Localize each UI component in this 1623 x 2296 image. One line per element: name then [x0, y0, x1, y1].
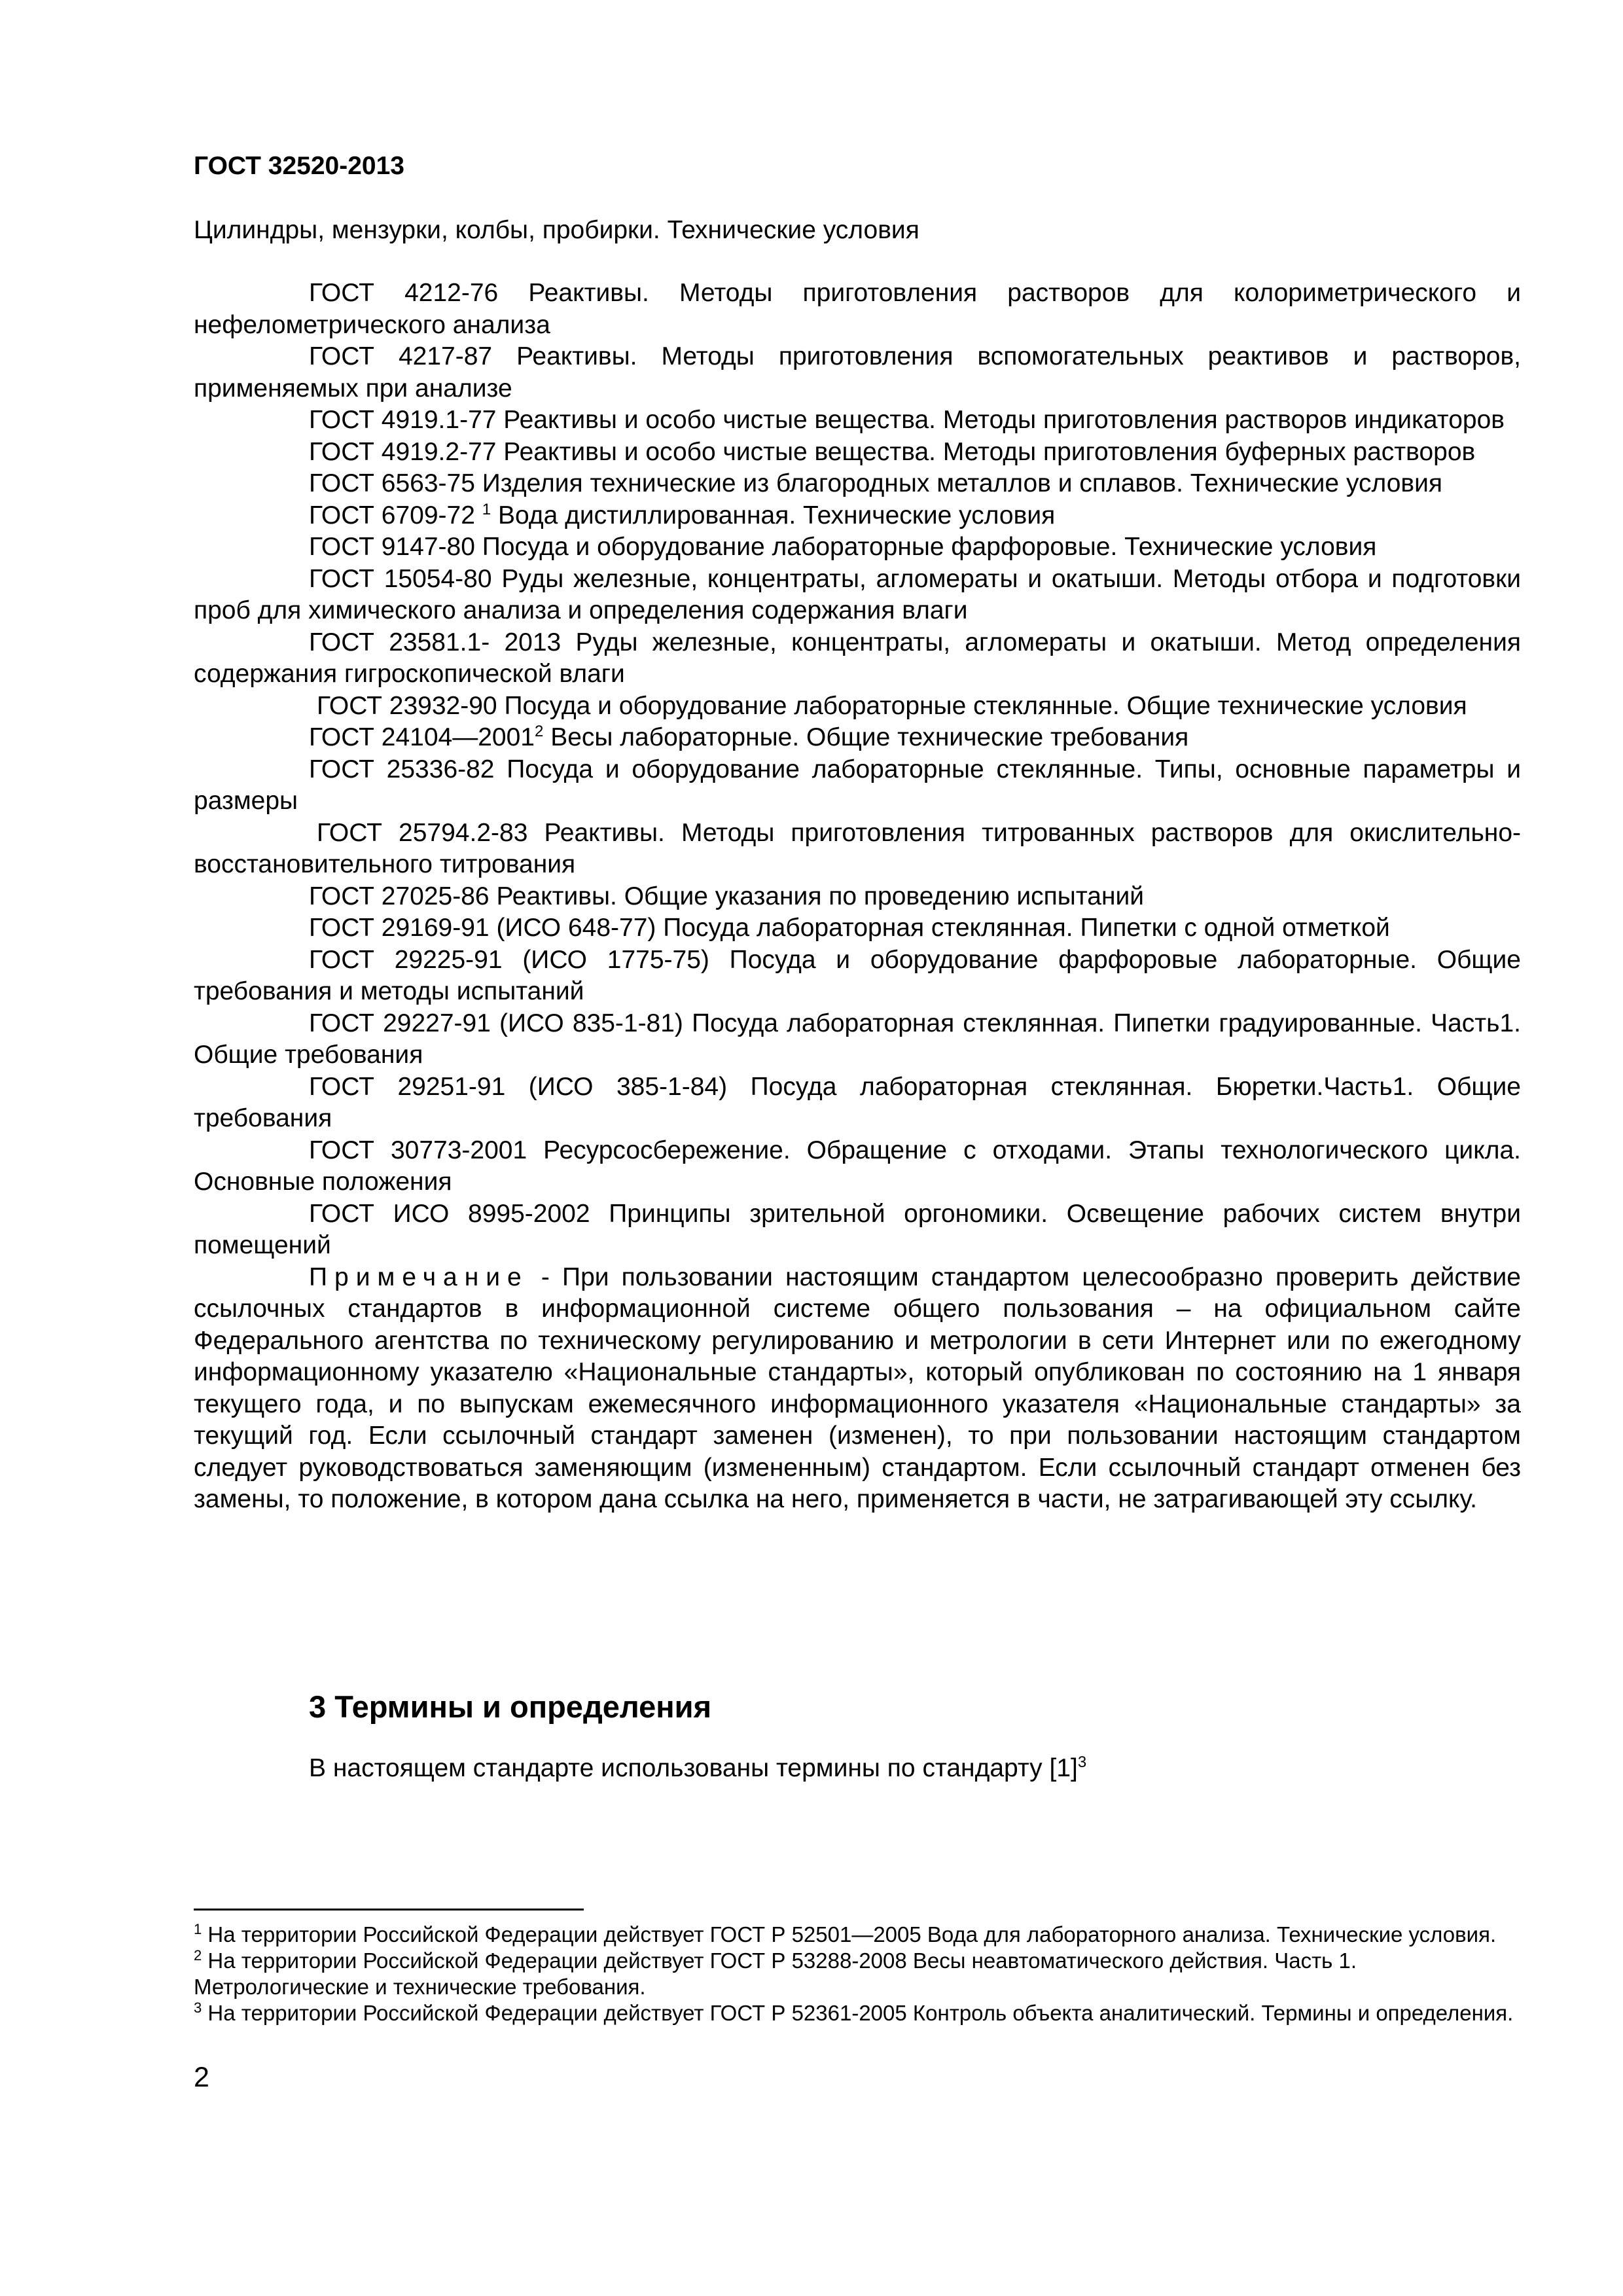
footnote-number: 2	[194, 1947, 202, 1964]
reference-item	[194, 278, 1521, 341]
reference-item	[194, 1198, 1521, 1262]
reference-item	[194, 1008, 1521, 1071]
reference-text: Реактивы. Методы приготовления вспомогательных реактивов и растворов, применяемых при анализе	[194, 342, 1521, 403]
section-body: В настоящем стандарте использованы термины по стандарту [1]	[309, 1754, 1078, 1782]
reference-text: Реактивы. Общие указания по проведению испытаний	[496, 882, 1145, 910]
section-text	[309, 1754, 1086, 1783]
reference-item	[194, 944, 1521, 1008]
reference-text: Реактивы и особо чистые вещества. Методы приготовления буферных растворов	[503, 437, 1476, 466]
reference-text: Реактивы. Методы приготовления растворов для колориметрического и нефелометрического анализа	[194, 279, 1522, 339]
reference-code: ГОСТ 24104—2001	[309, 723, 535, 751]
reference-text: Вода дистиллированная. Технические условия	[497, 501, 1056, 529]
footnote-marker: 3	[1077, 1753, 1087, 1771]
reference-item	[194, 1071, 1521, 1135]
note-text: - При пользовании настоящим стандартом целесообразно проверить действие ссылочных стандартов в информационной системе общего пользования – на официальном сайте Федерального агентства по техническому регулированию и метрологии в сети Интернет или по ежегодному информационному указателю «Национальные стандарты», который опубликован по состоянию на 1 января текущего года, и по выпускам ежемесячного информационного указателя «Национальные стандарты» за текущий год. Если ссылочный стандарт заменен (изменен), то при пользовании настоящим стандартом следует руководствоваться заменяющим (измененным) стандартом. Если ссылочный стандарт отменен без замены, то положение, в котором дана ссылка на него, применяется в части, не затрагивающей эту ссылку.	[194, 1263, 1521, 1513]
footnote-text: На территории Российской Федерации действует ГОСТ Р 53288-2008 Весы неавтоматического действия. Часть 1. Метрологические и технические требования.	[194, 1948, 1357, 1999]
reference-text: Весы лабораторные. Общие технические требования	[550, 723, 1189, 751]
reference-item	[194, 691, 1521, 723]
reference-item	[194, 754, 1521, 817]
reference-text: Посуда и оборудование лабораторные стеклянные. Общие технические условия	[504, 691, 1467, 720]
reference-code: ГОСТ ИСО 8995-2002	[309, 1199, 590, 1228]
reference-code: ГОСТ 23581.1- 2013	[309, 628, 562, 656]
reference-code: ГОСТ 4217-87	[309, 342, 493, 370]
footnote-marker: 1	[482, 500, 491, 518]
document-title: Цилиндры, мензурки, колбы, пробирки. Технические условия	[194, 216, 919, 244]
footnote-item	[194, 1922, 1521, 1948]
reference-item	[194, 627, 1521, 691]
reference-text: Реактивы и особо чистые вещества. Методы приготовления растворов индикаторов	[503, 406, 1505, 434]
footnote-divider	[194, 1909, 584, 1910]
reference-code: ГОСТ 4919.1-77	[309, 406, 497, 434]
reference-code: ГОСТ 29251-91 (ИСО 385-1-84)	[309, 1072, 728, 1101]
reference-text: Принципы зрительной оргономики. Освещение рабочих систем внутри помещений	[194, 1199, 1521, 1259]
reference-item	[194, 881, 1521, 913]
page-number: 2	[194, 2062, 209, 2093]
reference-item	[194, 817, 1521, 881]
reference-code: ГОСТ 29169-91 (ИСО 648-77)	[309, 914, 656, 942]
footnote-number: 1	[194, 1921, 202, 1937]
reference-code: ГОСТ 6563-75	[309, 469, 475, 497]
reference-code: ГОСТ 4919.2-77	[309, 437, 497, 466]
reference-code: ГОСТ 29227-91 (ИСО 835-1-81)	[309, 1009, 683, 1037]
reference-code: ГОСТ 9147-80	[309, 533, 475, 561]
reference-code: ГОСТ 25794.2-83	[317, 818, 528, 847]
footnotes	[194, 1922, 1521, 2026]
footnote-item	[194, 2000, 1521, 2026]
reference-text: Посуда и оборудование лабораторные фарфоровые. Технические условия	[482, 533, 1377, 561]
reference-code: ГОСТ 27025-86	[309, 882, 490, 910]
footnote-text: На территории Российской Федерации действует ГОСТ Р 52501—2005 Вода для лабораторного анализа. Технические условия.	[207, 1922, 1497, 1946]
reference-item	[194, 1135, 1521, 1198]
reference-text: Руды железные, концентраты, агломераты и окатыши. Методы отбора и подготовки проб для химического анализа и определения содержания влаги	[194, 564, 1522, 624]
document-id: ГОСТ 32520-2013	[194, 152, 404, 180]
reference-item	[194, 722, 1521, 754]
reference-text: Посуда и оборудование лабораторные стеклянные. Типы, основные параметры и размеры	[194, 755, 1521, 815]
reference-code: ГОСТ 25336-82	[309, 755, 495, 783]
reference-item	[194, 564, 1521, 627]
reference-item	[194, 500, 1521, 532]
reference-text: Реактивы. Методы приготовления титрованных растворов для окислительно-восстановительного титрования	[194, 818, 1521, 878]
reference-text: Посуда лабораторная стеклянная. Бюретки.Часть1. Общие требования	[194, 1072, 1521, 1132]
reference-item	[194, 531, 1521, 564]
footnote-item	[194, 1948, 1521, 2000]
reference-code: ГОСТ 6709-72	[309, 501, 475, 529]
normative-references	[194, 278, 1521, 1516]
references-note	[194, 1262, 1521, 1516]
reference-code: ГОСТ 30773-2001	[309, 1136, 527, 1164]
reference-item	[194, 437, 1521, 469]
reference-code: ГОСТ 4212-76	[309, 279, 499, 307]
reference-item	[194, 341, 1521, 404]
reference-code: ГОСТ 15054-80	[309, 564, 492, 593]
footnote-number: 3	[194, 2000, 202, 2016]
reference-item	[194, 468, 1521, 500]
section-heading: 3 Термины и определения	[309, 1689, 711, 1724]
footnote-text: На территории Российской Федерации действует ГОСТ Р 52361-2005 Контроль объекта аналитический. Термины и определения.	[207, 2001, 1514, 2025]
reference-text: Посуда и оборудование фарфоровые лабораторные. Общие требования и методы испытаний	[194, 945, 1521, 1005]
reference-text: Ресурсосбережение. Обращение с отходами. Этапы технологического цикла. Основные положения	[194, 1136, 1521, 1196]
footnote-marker: 2	[535, 723, 544, 740]
note-label: Примечание	[309, 1263, 529, 1291]
reference-text: Изделия технические из благородных металлов и сплавов. Технические условия	[482, 469, 1443, 497]
reference-code: ГОСТ 29225-91 (ИСО 1775-75)	[309, 945, 709, 974]
reference-text: Руды железные, концентраты, агломераты и окатыши. Метод определения содержания гигроскопической влаги	[194, 628, 1521, 688]
reference-item	[194, 912, 1521, 944]
reference-text: Посуда лабораторная стеклянная. Пипетки с одной отметкой	[663, 914, 1390, 942]
reference-code: ГОСТ 23932-90	[317, 691, 497, 720]
reference-text: Посуда лабораторная стеклянная. Пипетки градуированные. Часть1. Общие требования	[194, 1009, 1522, 1069]
reference-item	[194, 404, 1521, 437]
